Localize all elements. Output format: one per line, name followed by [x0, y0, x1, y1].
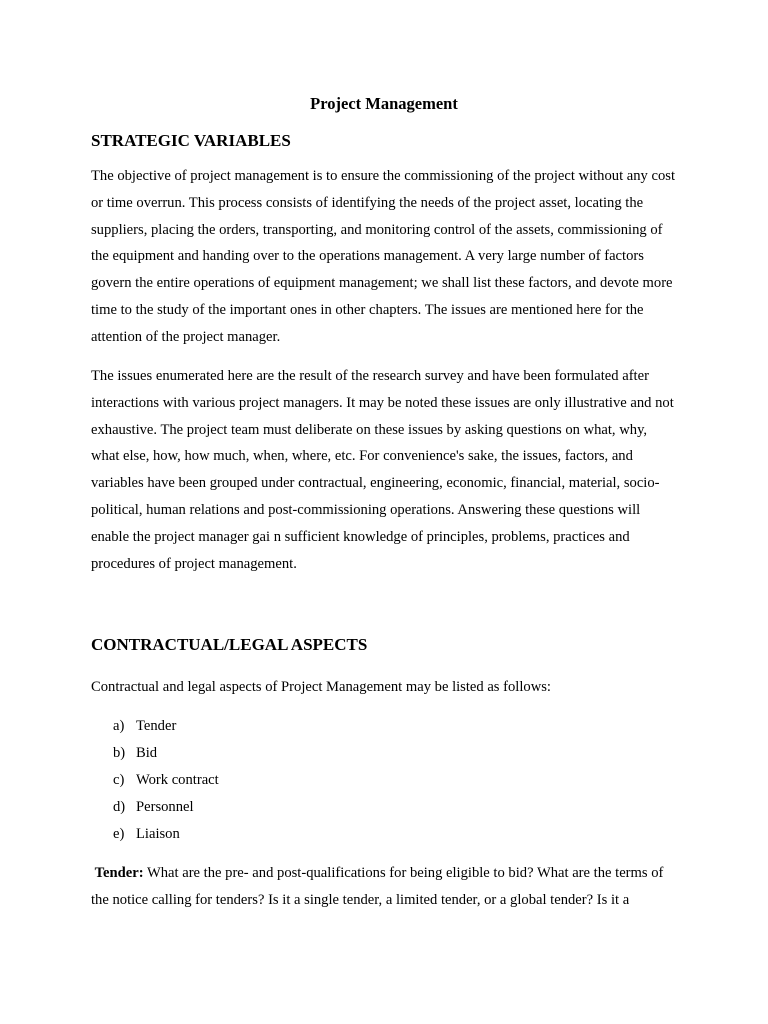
paragraph-issues: The issues enumerated here are the result of the research survey and have been formulated after interactions with various project managers. It may be noted these issues are only illustrative and not exhaustive. The project team must deliberate on these issues by asking questions on what, why, what else, how, how much, when, where, etc. For convenience's sake, the issues, factors, and variables have been grouped under contractual, engineering, economic, financial, material, socio-political, human relations and post-commissioning operations. Answering these questions will enable the project manager gai n sufficient knowledge of principles, problems, practices and procedures of project management. [91, 368, 674, 572]
list-item-text: Liaison [136, 825, 180, 842]
list-item-text: Bid [136, 744, 158, 761]
list-marker: d) [113, 798, 126, 815]
list-marker: b) [113, 744, 126, 761]
document-title: Project Management [310, 94, 458, 113]
paragraph-objective: The objective of project management is to ensure the commissioning of the project without any cost or time overrun. This process consists of identifying the needs of the project asset, locating the suppliers, placing the orders, transporting, and monitoring control of the assets, commissioning of the equipment and handing over to the operations management. A very large number of factors govern the entire operations of equipment management; we shall list these factors, and devote more time to the study of the important ones in other chapters. The issues are mentioned here for the attention of the project manager. [91, 168, 675, 345]
list-marker: a) [113, 718, 125, 734]
section-heading-contractual-legal: CONTRACTUAL/LEGAL ASPECTS [91, 635, 368, 654]
paragraph-contractual-intro: Contractual and legal aspects of Project Management may be listed as follows: [91, 679, 551, 695]
list-item-text: Work contract [136, 771, 219, 788]
list-marker: c) [113, 771, 125, 788]
paragraph-tender [91, 860, 677, 914]
list-item-text: Tender [136, 718, 177, 734]
tender-lead-label: Tender: [94, 865, 144, 881]
tender-text: What are the pre- and post-qualifications for being eligible to bid? What are the terms of the notice calling for tenders? Is it a single tender, a limited tender, or a global tender? Is it a [91, 865, 664, 908]
section-heading-strategic-variables: STRATEGIC VARIABLES [91, 131, 291, 150]
list-item-text: Personnel [136, 798, 194, 815]
list-marker: e) [113, 825, 125, 842]
